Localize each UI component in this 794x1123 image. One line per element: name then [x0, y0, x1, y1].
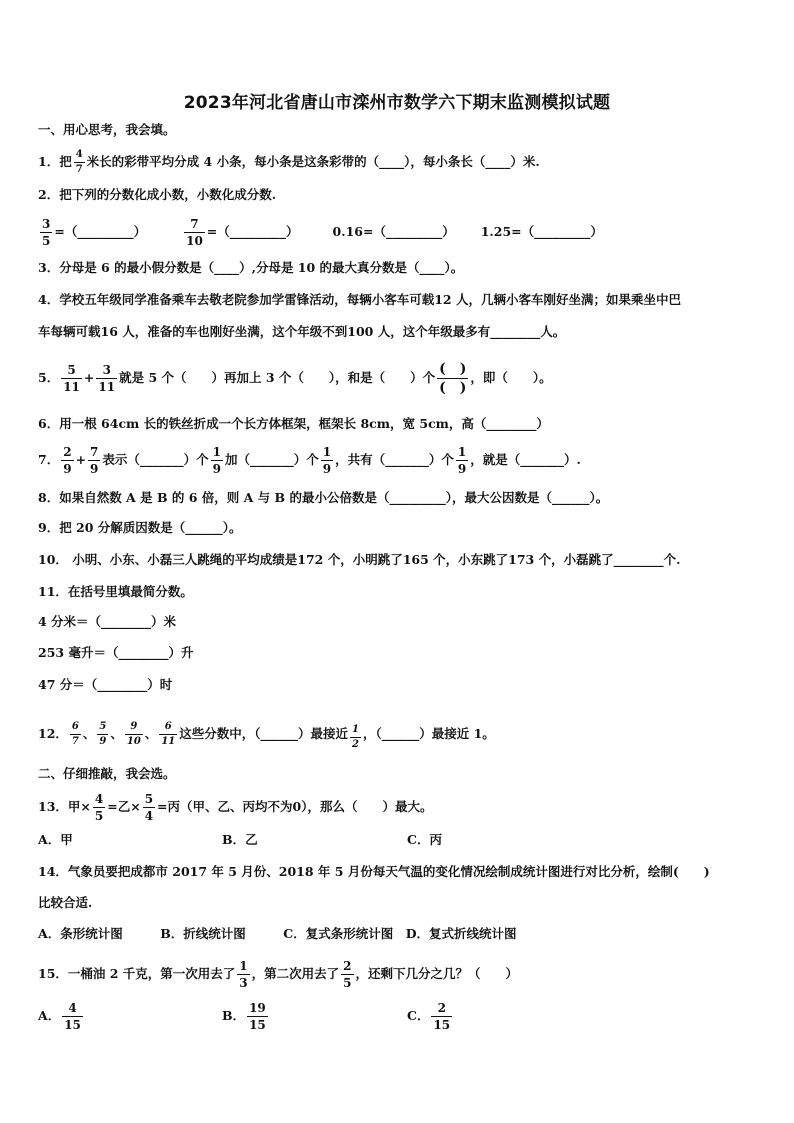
question-8: 8．如果自然数 A 是 B 的 6 倍，则 A 与 B 的最小公倍数是（_________），最大公因数是（______）。 [38, 490, 609, 505]
question-7: 7． $\frac{2}{9}$ + $\frac{7}{9}$ 表示（_______）个 $\frac{1}{9}$ 加（_______）个 $\frac{1}{9}$ ，共有（_______）个 $\frac{1}{9}$ ，就是（_______）. [38, 445, 581, 476]
question-11-c: 47 分＝（________）时 [38, 677, 173, 692]
question-2-items: $\frac{3}{5}$ =（_________） $\frac{7}{10}$ =（_________） 0.16=（_________） 1.25=（_________） [42, 217, 603, 248]
fraction: $\frac{3}{5}$ [42, 217, 51, 248]
section-heading-2: 二、仔细推敲，我会选。 [38, 766, 176, 781]
option-b: B． $\frac{19}{15}$ [222, 1001, 266, 1032]
fraction: $\frac{4}{15}$ [64, 1001, 81, 1032]
question-11-b: 253 毫升＝（________）升 [38, 645, 194, 660]
option-b: B．乙 [222, 832, 258, 847]
question-11-a: 4 分米＝（________）米 [38, 614, 177, 629]
fraction: $\frac{4}{5}$ [94, 792, 104, 823]
fraction: $\frac{3}{11}$ [98, 363, 116, 394]
fraction: $\frac{5}{9}$ [99, 721, 107, 747]
blank-fraction: $\frac{( )}{( )}$ [439, 361, 467, 396]
fraction: $\frac{9}{10}$ [126, 721, 141, 747]
fraction: $\frac{5}{11}$ [63, 363, 80, 394]
question-4-line2: 车每辆可载16 人，准备的车也刚好坐满，这个年级不到100 人，这个年级最多有________人。 [38, 324, 566, 339]
page-title: 2023年河北省唐山市滦州市数学六下期末监测模拟试题 [183, 93, 611, 113]
fraction: $\frac{5}{4}$ [144, 792, 154, 823]
question-2: 2．把下列的分数化成小数，小数化成分数. [38, 187, 277, 202]
question-14-line2: 比较合适. [38, 895, 93, 910]
fraction: $\frac{6}{11}$ [161, 721, 176, 747]
section-heading-1: 一、用心思考，我会填。 [38, 122, 176, 137]
question-12: 12． $\frac{6}{7}$ 、 $\frac{5}{9}$ 、 $\frac{9}{10}$ 、 $\frac{6}{11}$ 这些分数中，（______）最接近 $\frac{1}{2}$ ，（______）最接近 1。 [38, 721, 495, 750]
fraction: $\frac{1}{9}$ [457, 445, 467, 476]
option-a: A．甲 [38, 832, 73, 847]
fraction: $\frac{19}{15}$ [249, 1001, 266, 1032]
question-3: 3．分母是 6 的最小假分数是（____）,分母是 10 的最大真分数是（____）。 [38, 260, 464, 275]
fraction: $\frac{1}{9}$ [322, 445, 332, 476]
fraction: $\frac{4}{7}$ [75, 149, 83, 175]
question-5: 5． $\frac{5}{11}$ + $\frac{3}{11}$ 就是 5 个（ ）再加上 3 个（ ），和是（ ）个 $\frac{( )}{( )}$ ，即（ ）。 [38, 361, 552, 396]
question-6: 6．用一根 64cm 长的铁丝折成一个长方体框架，框架长 8cm，宽 5cm，高（________） [38, 416, 549, 431]
fraction: $\frac{7}{9}$ [90, 445, 99, 476]
option-c: C．丙 [407, 832, 442, 847]
fraction: $\frac{2}{9}$ [63, 445, 72, 476]
question-11: 11．在括号里填最简分数。 [38, 584, 193, 599]
option-c: C． $\frac{2}{15}$ [407, 1001, 451, 1032]
fraction: $\frac{1}{3}$ [239, 959, 248, 990]
fraction: $\frac{1}{9}$ [212, 445, 222, 476]
fraction: $\frac{6}{7}$ [71, 721, 79, 747]
question-4-line1: 4．学校五年级同学准备乘车去敬老院参加学雷锋活动，每辆小客车可载12 人，几辆小客车刚好坐满；如果乘坐中巴 [38, 292, 681, 307]
option-a: A． $\frac{4}{15}$ [38, 1001, 81, 1032]
question-13: 13．甲× $\frac{4}{5}$ =乙× $\frac{5}{4}$ =丙（甲、乙、丙均不为0），那么（ ）最大。 [38, 792, 433, 823]
fraction: $\frac{2}{5}$ [343, 959, 352, 990]
fraction: $\frac{2}{15}$ [433, 1001, 451, 1032]
fraction: $\frac{7}{10}$ [186, 217, 203, 248]
question-10: 10． 小明、小东、小磊三人跳绳的平均成绩是172 个，小明跳了165 个，小东跳了173 个，小磊跳了________个. [38, 552, 681, 567]
fraction: $\frac{1}{2}$ [352, 724, 359, 750]
question-1: 1．把 $\frac{4}{7}$ 米长的彩带平均分成 4 小条，每小条是这条彩带的（____），每小条长（____）米. [38, 149, 540, 175]
question-14-options: A．条形统计图 B．折线统计图 C．复式条形统计图 D．复式折线统计图 [38, 926, 517, 941]
question-15: 15．一桶油 2 千克，第一次用去了 $\frac{1}{3}$ ，第二次用去了 $\frac{2}{5}$ ，还剩下几分之几？（ ） [38, 959, 519, 990]
question-9: 9．把 20 分解质因数是（______）。 [38, 520, 242, 535]
question-14-line1: 14．气象员要把成都市 2017 年 5 月份、2018 年 5 月份每天气温的变化情况绘制成统计图进行对比分析，绘制( ) [38, 864, 710, 879]
